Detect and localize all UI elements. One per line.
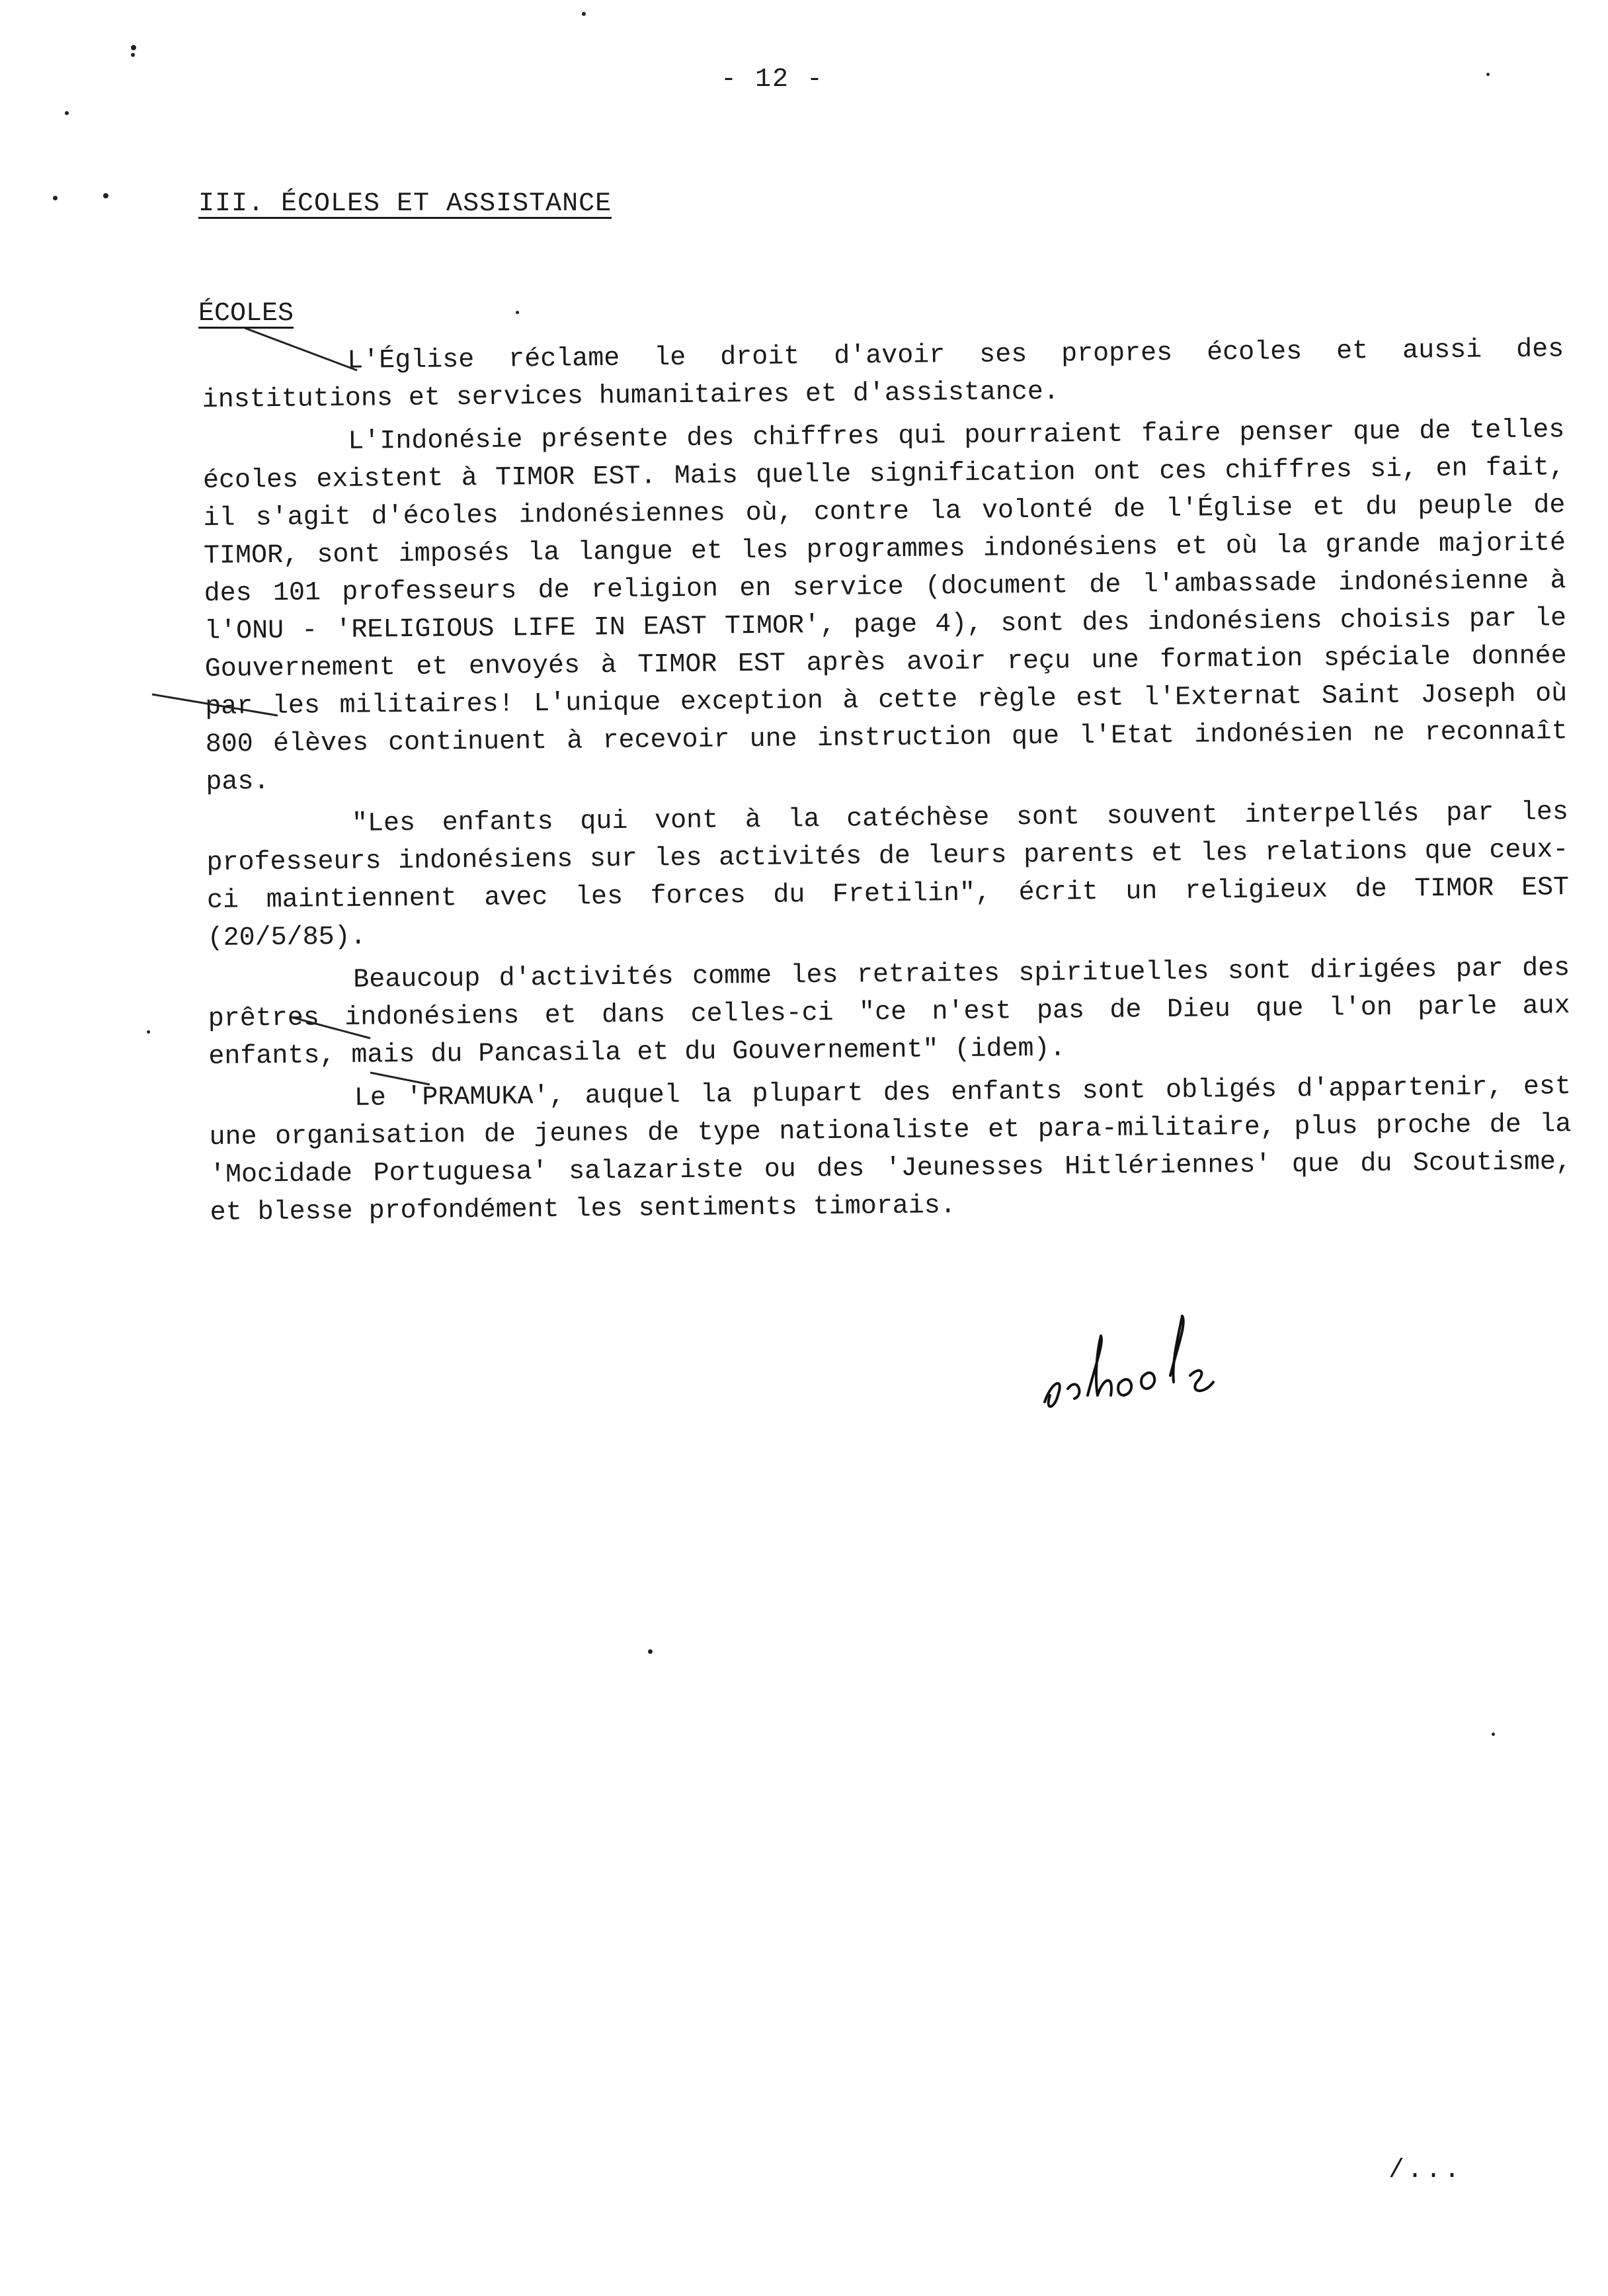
continuation-mark: /... <box>1388 2156 1463 2186</box>
scan-speck <box>53 196 58 200</box>
scan-speck <box>131 45 136 50</box>
scan-speck <box>516 311 519 314</box>
scan-speck <box>147 1030 150 1034</box>
page-number: - 12 - <box>721 65 824 95</box>
paragraph-4: Beaucoup d'activités comme les retraites spirituelles sont dirigées par des prêtres indonésiens et dans celles-ci "ce n'est pas de Dieu que l'on parle aux enfants, mais du Pancasila et du Gouvernement" (idem). <box>208 954 1570 1072</box>
paragraph-3: "Les enfants qui vont à la catéchèse sont souvent interpellés par les professeurs indonésiens sur les activités de leurs parents et les relations que ceux-ci maintiennent avec les forces du Fretilin", écrit un religieux de TIMOR EST (20/5/85). <box>206 798 1570 954</box>
subheading: ÉCOLES <box>198 299 294 329</box>
scan-speck <box>582 12 586 16</box>
paragraph-5: Le 'PRAMUKA', auquel la plupart des enfants sont obligés d'appartenir, est une organisation de jeunes de type nationaliste et para-militaire, plus proche de la 'Mocidade Portuguesa' salazariste ou des 'Jeunesses Hitlériennes' que du Scoutisme, et blesse profondément les sentiments timorais. <box>209 1072 1572 1228</box>
scan-speck <box>648 1649 653 1654</box>
paragraph-1: L'Église réclame le droit d'avoir ses propres écoles et aussi des institutions et services humanitaires et d'assistance. <box>202 335 1564 415</box>
scan-speck <box>103 193 108 198</box>
paragraph-2: L'Indonésie présente des chiffres qui pourraient faire penser que de telles écoles existent à TIMOR EST. Mais quelle signification ont ces chiffres si, en fait, il s'agit d'écoles indonésiennes où, contre la volonté de l'Église et du peuple de TIMOR, sont imposés la langue et les programmes indonésiens et où la grande majorité des 101 professeurs de religion en service (document de l'ambassade indonésienne à l'ONU - 'RELIGIOUS LIFE IN EAST TIMOR', page 4), sont des indonésiens choisis par le Gouvernement et envoyés à TIMOR EST après avoir reçu une formation spéciale donnée par les militaires! L'unique exception à cette règle est l'Externat Saint Joseph où 800 élèves continuent à recevoir une instruction que l'Etat indonésien ne reconnaît pas. <box>202 415 1568 798</box>
scan-speck <box>131 53 135 57</box>
scan-speck <box>1492 1733 1495 1736</box>
scan-speck <box>1486 73 1490 76</box>
section-title: III. ÉCOLES ET ASSISTANCE <box>198 189 612 219</box>
scan-speck <box>65 111 69 115</box>
handwritten-annotation <box>1031 1296 1243 1428</box>
body-text <box>202 331 1572 1237</box>
